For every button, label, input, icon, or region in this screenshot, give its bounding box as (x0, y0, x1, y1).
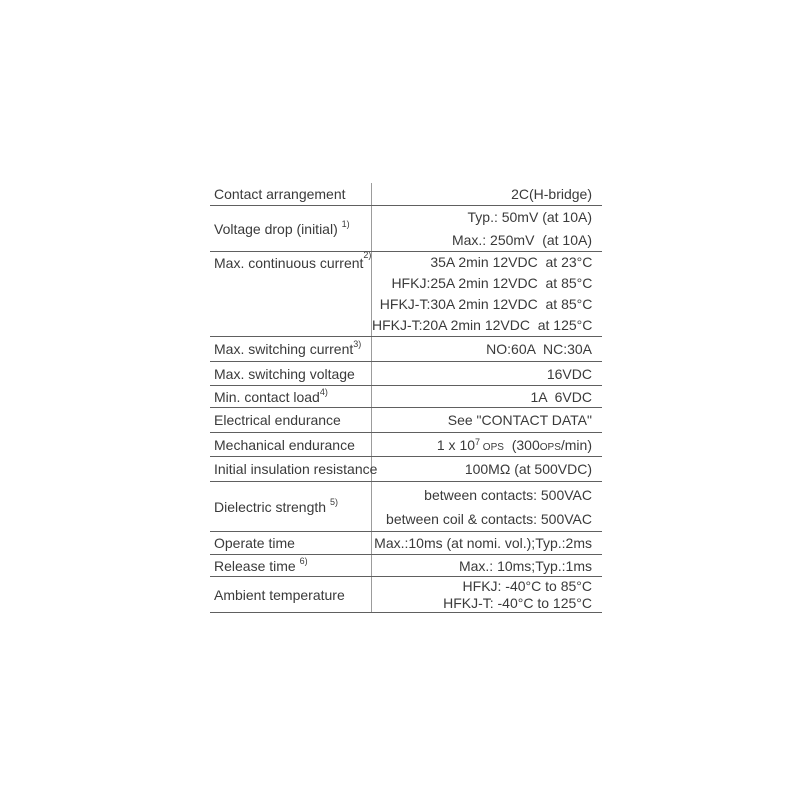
spec-value (372, 252, 602, 336)
endurance-base: 1 x 10 (436, 436, 476, 453)
spec-label-text: Ambient temperature (214, 586, 345, 603)
spec-value (372, 337, 602, 361)
table-row (210, 252, 602, 337)
table-row (210, 555, 602, 577)
spec-value (372, 183, 602, 205)
table-row (210, 386, 602, 408)
spec-label (210, 482, 372, 531)
spec-label-text: Voltage drop (initial) (214, 220, 342, 237)
spec-value-text: 100MΩ (at 500VDC) (464, 461, 592, 477)
endurance-exponent: 7 (475, 436, 481, 447)
spec-label-text: Contact arrangement (214, 186, 346, 202)
spec-value (372, 482, 602, 531)
spec-value-text: HFKJ: -40°C to 85°C (462, 577, 592, 594)
spec-value (372, 457, 602, 481)
spec-value-text: 1A 6VDC (530, 388, 592, 405)
spec-value-text: HFKJ-T: -40°C to 125°C (443, 594, 592, 611)
table-row (210, 577, 602, 613)
spec-value (372, 532, 602, 554)
spec-value-text: between contacts: 500VAC (424, 486, 592, 503)
spec-value-text: 35A 2min 12VDC at 23°C (430, 254, 593, 270)
endurance-mid: (300 (503, 436, 540, 453)
table-row (210, 183, 602, 206)
spec-value-text: between coil & contacts: 500VAC (386, 510, 592, 527)
table-row (210, 433, 602, 457)
spec-value-text: 16VDC (546, 365, 592, 382)
table-row (210, 408, 602, 433)
spec-label-text: Initial insulation resistance (214, 461, 378, 477)
ops-unit: OPS (539, 441, 561, 453)
spec-label (210, 577, 372, 612)
ops-unit: OPS (480, 441, 504, 453)
spec-value-text: 2C(H-bridge) (511, 186, 592, 202)
spec-label-text: Max. switching current (214, 341, 354, 357)
spec-label-text: Dielectric strength (214, 498, 330, 515)
spec-label (210, 386, 372, 407)
spec-label-text: Release time (214, 557, 300, 574)
footnote-marker: 6) (299, 555, 308, 566)
spec-label (210, 408, 372, 432)
table-row (210, 457, 602, 482)
spec-value-text (372, 437, 592, 453)
spec-label-text: Electrical endurance (214, 412, 341, 428)
spec-value-text: Max.: 250mV (at 10A) (451, 231, 592, 248)
spec-label (210, 532, 372, 554)
spec-value-text: HFKJ-T:30A 2min 12VDC at 85°C (379, 296, 593, 312)
table-row (210, 532, 602, 555)
footnote-marker: 5) (329, 496, 338, 507)
spec-value (372, 206, 602, 251)
spec-label-text: Operate time (214, 535, 295, 551)
footnote-marker: 2) (363, 250, 372, 260)
spec-label (210, 555, 372, 576)
spec-label-text: Mechanical endurance (214, 436, 355, 453)
spec-label (210, 206, 372, 251)
spec-value-text: NO:60A NC:30A (486, 341, 592, 357)
spec-label (210, 252, 372, 336)
spec-label (210, 433, 372, 456)
spec-value (372, 362, 602, 385)
footnote-marker: 4) (319, 386, 328, 397)
spec-value-text: HFKJ-T:20A 2min 12VDC at 125°C (372, 317, 593, 333)
characteristics-table (210, 183, 602, 613)
spec-label (210, 183, 372, 205)
spec-value (372, 555, 602, 576)
spec-value-text: HFKJ:25A 2min 12VDC at 85°C (391, 275, 593, 291)
footnote-marker: 3) (353, 339, 362, 349)
spec-label-text: Max. continuous current (214, 255, 364, 271)
spec-value-text: Max.:10ms (at nomi. vol.);Typ.:2ms (374, 535, 592, 551)
table-row (210, 482, 602, 532)
spec-value-text: Max.: 10ms;Typ.:1ms (458, 557, 592, 574)
spec-label (210, 337, 372, 361)
endurance-tail: /min) (560, 436, 592, 453)
spec-value (372, 433, 602, 456)
spec-value (372, 577, 602, 612)
spec-value-text: See "CONTACT DATA" (447, 412, 592, 428)
spec-value (372, 386, 602, 407)
spec-label-text: Max. switching voltage (214, 365, 355, 382)
table-row (210, 206, 602, 252)
table-row (210, 362, 602, 386)
footnote-marker: 1) (341, 218, 350, 229)
spec-label (210, 362, 372, 385)
spec-label (210, 457, 378, 481)
spec-label-text: Min. contact load (214, 388, 320, 405)
spec-value (372, 408, 602, 432)
spec-value-text: Typ.: 50mV (at 10A) (467, 208, 592, 225)
table-row (210, 337, 602, 362)
